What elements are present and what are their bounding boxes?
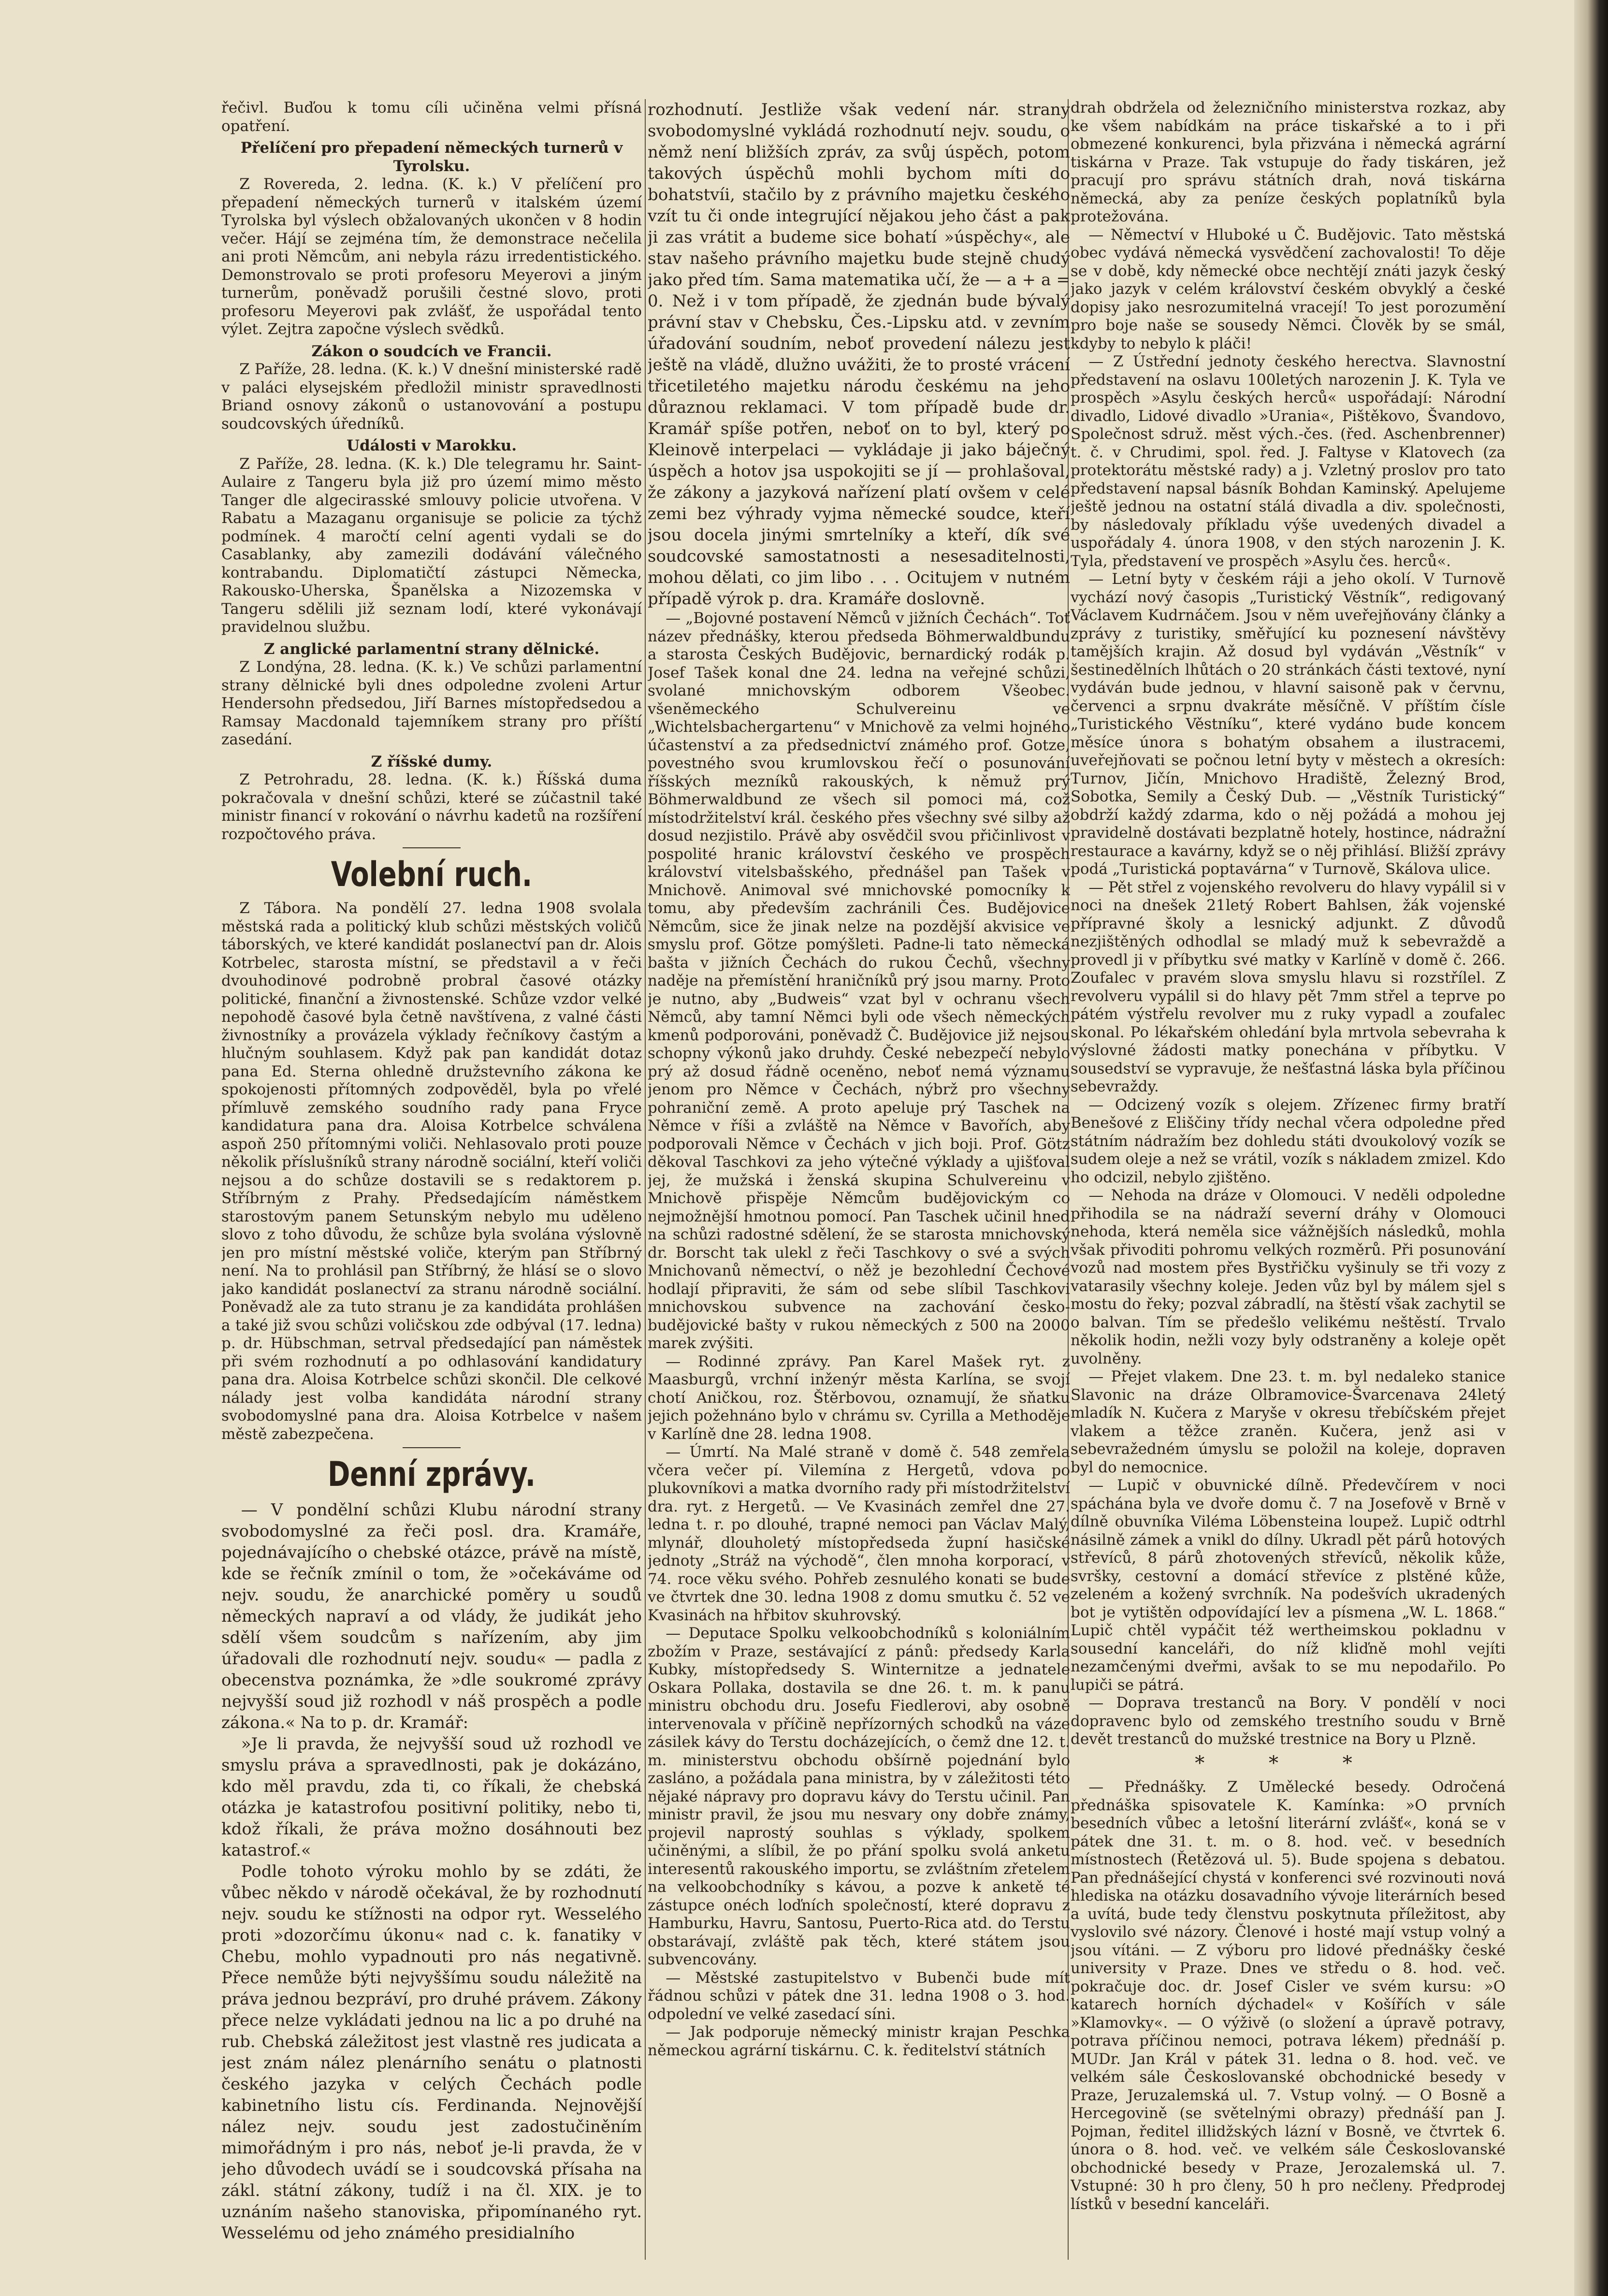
paragraph: »Je li pravda, že nejvyšší soud už rozhodl ve smyslu práva a spravedlnosti, pak je dokázáno, kdo měl pravdu, zda ti, co říkali, že chebská otázka je katastrofou positivní politiky, nebo ti, kdož říkali, že práva možno dosáhnouti bez katastrof.« [221,1734,642,1860]
paragraph: — Letní byty v českém ráji a jeho okolí. V Turnově vychází nový časopis „Turistický Věstník“, redigovaný Václavem Kudrnáčem. Jsou v něm uveřejňovány články a zprávy z turistiky, směřující ku poznesení návštěvy tamějších krajin. Až dosud byl vydáván „Věstník“ v šestinedělních lhůtách o 20 stránkách části textové, nyní vydáván bude jednou, v hlavní saisoně pak v červnu, červenci a srpnu dvakráte měsíčně. V příštím čísle „Turistického Věstníku“, které vydáno bude koncem měsíce února s bohatým obsahem a ilustracemi, uveřejňovati se počnou letní byty v městech a okresích: Turnov, Jičín, Mnichovo Hradiště, Železný Brod, Sobotka, Semily a Český Dub. — „Věstník Turistický“ obdrží každý zdarma, kdo o něj požádá a mohou jej pravidelně dostávati bezplatně hotely, hostince, nádražní restaurace a kavárny, když se o něj přihlásí. Bližší zprávy podá „Turistická poptavárna“ v Turnově, Skálova ulice. [1071,570,1506,878]
paragraph: — Úmrtí. Na Malé straně v domě č. 548 zemřela včera večer pí. Vilemína z Hergetů, vdova po plukovníkovi a matka dvorního rady při místodržitelství dra. ryt. z Hergetů. — Ve Kvasinách zemřel dne 27. ledna t. r. po dlouhé, trapné nemoci pan Václav Malý, mlynář, dlouholetý místopředseda župní hasičské jednoty „Stráž na východě“, člen mnoha korporací, v 74. roce věku svého. Pohřeb zesnulého konati se bude ve čtvrtek dne 30. ledna 1908 z domu smutku č. 52 ve Kvasinách na hřbitov skuhrovský. [648,1443,1070,1624]
paragraph: — Němectví v Hluboké u Č. Budějovic. Tato městská obec vydává německá vysvědčení zachovalosti! To děje se v době, kdy německé obce nechtějí znáti jazyk český jako jazyk v celém království českém obvyklý a české dopisy jako nesrozumitelná vracejí! To jest porozumění pro boje naše se sousedy Němci. Člověk by se smál, kdyby to nebylo k pláči! [1071,226,1506,352]
column-left [221,99,642,2284]
paragraph: — Nehoda na dráze v Olomouci. V neděli odpoledne přihodila se na nádraží severní dráhy v Olomouci nehoda, která neměla sice vážnějších následků, mohla však přivoditi pohromu velkých rozměrů. Při posunování vozů nad mostem přes Bystřičku vyšinuly se tři vozy z vatarasily všechny koleje. Jeden vůz byl by málem sjel s mostu do řeky; pozval zábradlí, na štěstí však zachytil se o balvan. Tím se předešlo velikému neštěstí. Trvalo několik hodin, nežli vozy byly odstraněny a koleje opět uvolněny. [1071,1187,1506,1367]
paragraph: — Rodinné zprávy. Pan Karel Mašek ryt. z Maasburgů, vrchní inženýr města Karlína, se svojí chotí Aničkou, roz. Štěrbovou, oznamují, že sňatku jejich požehnáno bylo v chrámu sv. Cyrilla a Methoděje v Karlíně dne 28. ledna 1908. [648,1352,1070,1443]
paragraph: Z Tábora. Na pondělí 27. ledna 1908 svolala městská rada a politický klub schůzi městských voličů táborských, ve které kandidát poslanectví pan dr. Alois Kotrbelec, starosta místní, se představil a v řeči dvouhodinové podrobně probral časové otázky politické, finanční a živnostenské. Schůze vzdor velké nepohodě časové byla četně navštívena, z valné části živnostníky a provázela výklady řečníkovy častým a hlučným souhlasem. Když pak pan kandidát dotaz pana Ed. Sterna ohledně družstevního zákona ke spokojenosti přítomných zodpověděl, byla po vřelé přímluvě zemského soudního rady pana Fryce kandidatura pana dra. Aloisa Kotrbelce schválena aspoň 250 přítomnými voliči. Nehlasovalo proti pouze několik příslušníků strany národně sociální, kteří voliči nejsou a do schůze dostavili se s redaktorem p. Stříbrným z Prahy. Předsedajícím náměstkem starostovým panem Setunským nebylo mu uděleno slovo z toho důvodu, že schůze byla svolána výslovně jen pro místní městské voliče, kterým pan Stříbrný není. Na to prohlásil pan Stříbrný, že hlásí se o slovo jako kandidát poslanectví za stranu národně sociální. Poněvadž ale za tuto stranu je za kandidáta prohlášen a také již svou schůzi voličskou zde odbýval (17. ledna) p. dr. Hübschman, setrval předsedající pan náměstek při svém rozhodnutí a po odhlasování kandidatury pana dra. Aloisa Kotrbelce schůzi skončil. Dle celkové nálady jest volba kandidáta národní strany svobodomyslné pana dra. Aloisa Kotrbelce v našem městě zabezpečena. [221,900,642,1443]
paragraph: — Lupič v obuvnické dílně. Předevčírem v noci spáchána byla ve dvoře domu č. 7 na Josefově v Brně v dílně obuvníka Viléma Löbensteina loupež. Lupič odtrhl násilně zámek a vnikl do dílny. Ukradl pět párů hotových střevíců, 8 párů zhotovených střevíců, několik kůže, svršky, cestovní a domácí střevíce z plstěné kůže, zeleném a kožený svrchník. Na podešvích ukradených bot je vytištěn odpovídající lev a písmena „W. L. 1868.“ Lupič chtěl vypáčit též wertheimskou pokladnu v sousední kanceláři, do níž kliďně mohl vejíti nezamčenými dveřmi, avšak to se mu nepodařilo. Po lupiči se pátrá. [1071,1477,1506,1694]
column-rule [645,99,646,2260]
paragraph: — Jak podporuje německý ministr krajan Peschka německou agrární tiskárnu. C. k. ředitelství státních [648,2023,1070,2059]
paragraph: — Městské zastupitelstvo v Bubenči bude mít řádnou schůzi v pátek dne 31. ledna 1908 o 3. hod. odpolední ve velké zasedací síni. [648,1969,1070,2023]
paragraph: drah obdržela od železničního ministerstva rozkaz, aby ke všem nabídkám na práce tiskařské a to i při obmezené konkurenci, byla přizvána i německá agrární tiskárna v Praze. Tak vstupuje do řady tiskáren, jež pracují pro správu státních drah, nová tiskárna německá, aby za peníze českých poplatníků byla protežována. [1071,99,1506,225]
book-binding-edge [1574,0,1608,2296]
section-heading: Z říšské dumy. [371,753,493,770]
paragraph: — Z Ústřední jednoty českého herectva. Slavnostní představení na oslavu 100letých narozenin J. K. Tyla ve prospěch »Asylu českých herců« uspořádají: Národní divadlo, Lidové divadlo »Urania«, Pištěkovo, Švandovo, Společnost sdruž. měst vých.-čes. (řed. Aschenbrenner) t. č. v Chrudimi, spol. řed. J. Faltyse v Klatovech (za protektorátu městské rady) a j. Vzletný proslov pro tato představení napsal básník Bohdan Kaminský. Apelujeme ještě jednou na ostatní stálá divadla a div. společnosti, by následovaly příkladu výše uvedených divadel a uspořádaly 4. února 1908, v den stých narozenin J. K. Tyla, představení ve prospěch »Asylu čes. herců«. [1071,353,1506,570]
paragraph: — V pondělní schůzi Klubu národní strany svobodomyslné za řeči posl. dra. Kramáře, pojednávajícího o chebské otázce, právě na místě, kde se řečník zmínil o tom, že »očekáváme od nejv. soudu, že anarchické poměry u soudů německých napraví a od vlády, že judikát jeho sdělí všem soudcům s nařízením, aby jim úřadovali dle rozhodnutí nejv. soudu« — padla z obecenstva poznámka, že »dle soukromé zprávy nejvyšší soud již rozhodl v náš prospěch a podle zákona.« Na to p. dr. Kramář: [221,1500,642,1732]
rubric-title: Volební ruch. [331,855,533,894]
paragraph: Z Londýna, 28. ledna. (K. k.) Ve schůzi parlamentní strany dělnické byli dnes odpoledne zvoleni Artur Hendersohn předsedou, Jiří Barnes místopředsedou a Ramsay Macdonald tajemníkem strany pro příští zasedání. [221,658,642,748]
paragraph: Z Petrohradu, 28. ledna. (K. k.) Říšská duma pokračovala v dnešní schůzi, které se zúčastnil také ministr financí v rokování o návrhu kadetů na rozšíření rozpočtového práva. [221,771,642,843]
separator-rule [403,1447,461,1448]
section-heading: Události v Marokku. [346,437,517,454]
asterism: * * * [1195,1752,1381,1774]
paragraph: Z Rovereda, 2. ledna. (K. k.) V přelíčení pro přepadení německých turnerů v italském území Tyrolska byl výslech obžalovaných ukončen v 8 hodin večer. Hájí se zejména tím, že demonstrace nečelila ani proti Němcům, ani nebyla rázu irredentistického. Demonstrovalo se proti profesoru Meyerovi a jiným turnerům, poněvadž porušili čestné slovo, proti profesoru Meyerovi pak zvlášť, že uspořádal tento výlet. Zejtra započne výslech svědků. [221,175,642,338]
paragraph: — Deputace Spolku velkoobchodníků s koloniálním zbožím v Praze, sestávající z pánů: předsedy Karla Kubky, místopředsedy S. Winternitze a jednatele Oskara Pollaka, dostavila se dne 26. t. m. k panu ministru obchodu dru. Josefu Fiedlerovi, aby osobně intervenovala v příčině nepřízorných schodků na váze zásilek kávy do Terstu docházejících, o čemž dne 12. t. m. ministerstvu obchodu obšírně pojednání bylo zasláno, a požádala pana ministra, by v záležitosti této nějaké nápravy pro dopravu kávy do Terstu učinil. Pan ministr pravil, že jsou mu nesvary ony dobře známy, projevil naprostý souhlas s výklady, spolkem učiněnými, a slíbil, že po přání spolku svolá anketu interesentů rakouského importu, se zvláštním zřetelem na velkoobchodníky s kávou, a pozve k anketě té zástupce onéch loďních společností, které dopravu z Hamburku, Havru, Santosu, Puerto-Rica atd. do Terstu obstarávají, zvláště pak těch, které státem jsou subvencovány. [648,1625,1070,1968]
section-heading: Z anglické parlamentní strany dělnické. [263,640,600,658]
section-heading: Přelíčení pro přepadení německých turnerů v Tyrolsku. [240,139,623,175]
paragraph: — Přejet vlakem. Dne 23. t. m. byl nedaleko stanice Slavonic na dráze Olbramovice-Švarcenava 24letý mladík N. Kučera z Maryše v okresu třebíčském přejet vlakem a těžce zraněn. Kučera, jenž asi v sebevražedném úmyslu se položil na koleje, dopraven byl do nemocnice. [1071,1368,1506,1476]
paragraph: — „Bojovné postavení Němců v jižních Čechách“. Toť název přednášky, kterou předseda Böhmerwaldbundu a starosta Českých Budějovic, bernardický rodák p. Josef Tašek konal dne 24. ledna na veřejné schůzi, svolané mnichovským odborem Všeobec. všeněmeckého Schulvereinu ve „Wichtelsbachergartenu“ v Mnichově za velmi hojného účastenství a za předsednictví známého prof. Gotze, povestného svou krumlovskou řečí o posunování říšských mezníků rakouských, k němuž prý Böhmerwaldbund ze všech sil pomoci má, což místodržitelství král. českého přes všechny své silby až dosud nezjistilo. Právě aby osvědčil svou přičinlivost v pospolité hranic království českého ve prospěch království vitelsbašského, přednášel pan Tašek v Mnichově. Animoval své mnichovské pomocníky k tomu, aby především zachránili Čes. Budějovice Němcům, sice že jinak nelze na pozdější akvisice ve smyslu prof. Götze pomýšleti. Padne-li tato německá bašta v jižních Čechách do rukou Čechů, všechny naděje na přemístění hraničníků prý jsou marny. Proto je nutno, aby „Budweis“ vzat byl v ochranu všech Němců, aby tamní Němci byli ode všech německých kmenů podporováni, poněvadž Č. Budějovice již nejsou schopny výkonů jako druhdy. České nebezpečí nebylo prý až dosud řádně oceněno, neboť nemá významu jenom pro Němce v Čechách, nýbrž pro všechny pohraniční země. A proto apeluje prý Taschek na Němce v říši a zvláště na Němce v Bavořích, aby podporovali Němce v Čechách v jich boji. Prof. Götz děkoval Taschkovi za jeho výtečné výklady a ujišťoval jej, že mužská i ženská skupina Schulvereinu v Mnichově přispěje Němcům budějovickým co nejmožnější hmotnou pomocí. Pan Taschek učinil hned na schůzi radostné sdělení, že se starosta mnichovský dr. Borscht tak ulekl z řeči Taschkovy o své a svých Mnichovanů němectví, o něž je bezohlední Čechové hodlají připraviti, že sám od sebe slíbil Taschkovi mnichovskou subvence na zachování česko-budějovické bašty v rukou německých z 500 na 2000 marek zvýšiti. [648,610,1070,1352]
paragraph: — Doprava trestanců na Bory. V pondělí v noci dopravenc bylo od zemského trestního soudu v Brně devět trestanců do mužské trestnice na Bory u Plzně. [1071,1694,1506,1748]
paragraph: Podle tohoto výroku mohlo by se zdáti, že vůbec někdo v národě očekával, že by rozhodnutí nejv. soudu ke stížnosti na odpor ryt. Wesselého proti »dozorčímu úkonu« nad c. k. fanatiky v Chebu, mohlo vypadnouti pro nás negativně. Přece nemůže býti nejvyššímu soudu náležitě na práva jednou bezpráví, pro druhé právem. Zákony přece nelze vykládati jednou na lic a po druhé na rub. Chebská záležitost jest vlastně res judicata a jest znám nález plenárního senátu o platnosti českého jazyka v celých Čechách podle kabinetního listu cís. Ferdinanda. Nejnovější nález nejv. soudu jest zadostučiněním mimořádným i pro nás, neboť je-li pravda, že v jeho důvodech uvádí se i soudcovská přísaha na zákl. státní zákony, tudíž i na čl. XIX. je to uznáním našeho stanoviska, připomínaného ryt. Wesselému od jeho známého presidialního [221,1862,642,2243]
paragraph: Z Paříže, 28. ledna. (K. k.) Dle telegramu hr. Saint-Aulaire z Tangeru byla již pro území mimo město Tanger dle algecirasské smlouvy policie utvořena. V Rabatu a Mazaganu organisuje se policie za týchž podmínek. 4 maročtí celní agenti vydali se do Casablanky, aby zamezili dodávání válečného kontrabandu. Diplomatičtí zástupci Německa, Rakousko-Uherska, Španělska a Nizozemska v Tangeru sdělili již seznam lodí, které vykonávají pravidelnou službu. [221,455,642,636]
paragraph: — Odcizený vozík s olejem. Zřízenec firmy bratří Benešové z Eliščiny třídy nechal včera odpoledne před státním nádražím bez dohledu státi dvoukolový vozík se sudem oleje a než se vrátil, vozík s nákladem zmizel. Kdo ho odcizil, nebylo zjištěno. [1071,1096,1506,1186]
column-middle [648,99,1070,2284]
rubric-title: Denní zprávy. [327,1454,536,1494]
separator-rule [403,847,461,848]
paragraph: — Přednášky. Z Umělecké besedy. Odročená přednáška spisovatele K. Kamínka: »O prvních besedních vůbec a letošní literární zvlášť«, koná se v pátek dne 31. t. m. o 8. hod. več. v besedních místnostech (Řetězová ul. 5). Bude spojena s debatou. Pan přednášející chystá v konferenci své rozvinouti nová hlediska na otázku dosavadního vývoje literárních besed a uvítá, bude tedy členstvu poskytnuta příležitost, aby vyslovilo své názory. Členové i hosté mají vstup volný a jsou vítáni. — Z výboru pro lidové přednášky české university v Praze. Dnes ve středu o 8. hod. več. pokračuje doc. dr. Josef Cisler ve svém kursu: »O katarech horních dýchadel« v Košířích v sále »Klamovky«. — O výživě (o složení a úpravě potravy, potrava příčinou nemoci, potrava lékem) přednáší p. MUDr. Jan Král v pátek 31. ledna o 8. hod. več. ve velkém sále Českoslovanské obchodnické besedy v Praze, Jeruzalemská ul. 7. Vstup volný. — O Bosně a Hercegovině (se světelnými obrazy) přednáší pan J. Pojman, ředitel illidžských lázní v Bosně, ve čtvrtek 6. února o 8. hod. več. ve velkém sále Českoslovanské obchodnické besedy v Praze, Jerozalemská ul. 7. Vstupné: 30 h pro členy, 50 h pro nečleny. Předprodej lístků v besední kanceláři. [1071,1778,1506,2213]
paragraph: — Pět střel z vojenského revolveru do hlavy vypálil si v noci na dnešek 21letý Robert Bahlsen, žák vojenské přípravné školy a lesnický adjunkt. Z důvodů nezjištěných odhodlal se mladý muž k sebevraždě a provedl ji v příbytku své matky v Karlíně v domě č. 266. Zoufalec v pravém slova smyslu hlavu si rozstřílel. Z revolveru vypálil si do hlavy pět 7mm střel a teprve po pátém výstřelu revolver mu z ruky vypadl a zoufalec skonal. Po lékařském ohledání byla mrtvola sebevraha k výslovné žádosti matky ponechána v příbytku. V sousedství se vypravuje, že nešťastná láska byla příčinou sebevraždy. [1071,878,1506,1095]
paragraph: Z Paříže, 28. ledna. (K. k.) V dnešní ministerské radě v paláci elysejském předložil ministr spravedlnosti Briand osnovy zákonů o ustanovování a postupu soudcovských úředníků. [221,361,642,433]
column-right [1071,99,1506,2284]
paragraph: rozhodnutí. Jestliže však vedení nár. strany svobodomyslné vykládá rozhodnutí nejv. soudu, o němž není bližších zpráv, za svůj úspěch, potom takových úspěchů mohli bychom míti do bohatstvíi, stačilo by z právního majetku českého vzít tu či onde integrující nějakou jeho část a pak ji zas vrátit a budeme sice bohatí »úspěchy«, ale stav našeho právního majetku bude stejně chudý jako před tím. Sama matematika učí, že — a + a = 0. Než i v tom případě, že zjednán bude bývalý právní stav v Chebsku, Čes.-Lipsku atd. v zevním úřadování soudním, neboť provedení nálezu jest ještě na vládě, dlužno uvážiti, že to prosté vrácení třicetiletého majetku národu českému na jeho důraznou reklamaci. V tom případě bude dr. Kramář spíše potřen, neboť on to byl, který po Kleinově interpelaci — vykládaje ji jako báječný úspěch a hotov jsa uspokojiti se jí — prohlašoval, že zákony a jazyková nařízení platí ovšem v celé zemi bez výhrady vyjma německé soudce, kteří jsou docela jinými smrtelníky a kteří, dík své soudcovské samostatnosti a nesesaditelnosti, mohou dělati, co jim libo . . . Ocitujem v nutném případě výrok p. dra. Kramáře doslovně. [648,100,1070,609]
paragraph: řečivl. Buďou k tomu cíli učiněna velmi přísná opatření. [221,99,642,135]
section-heading: Zákon o soudcích ve Francii. [311,342,552,360]
